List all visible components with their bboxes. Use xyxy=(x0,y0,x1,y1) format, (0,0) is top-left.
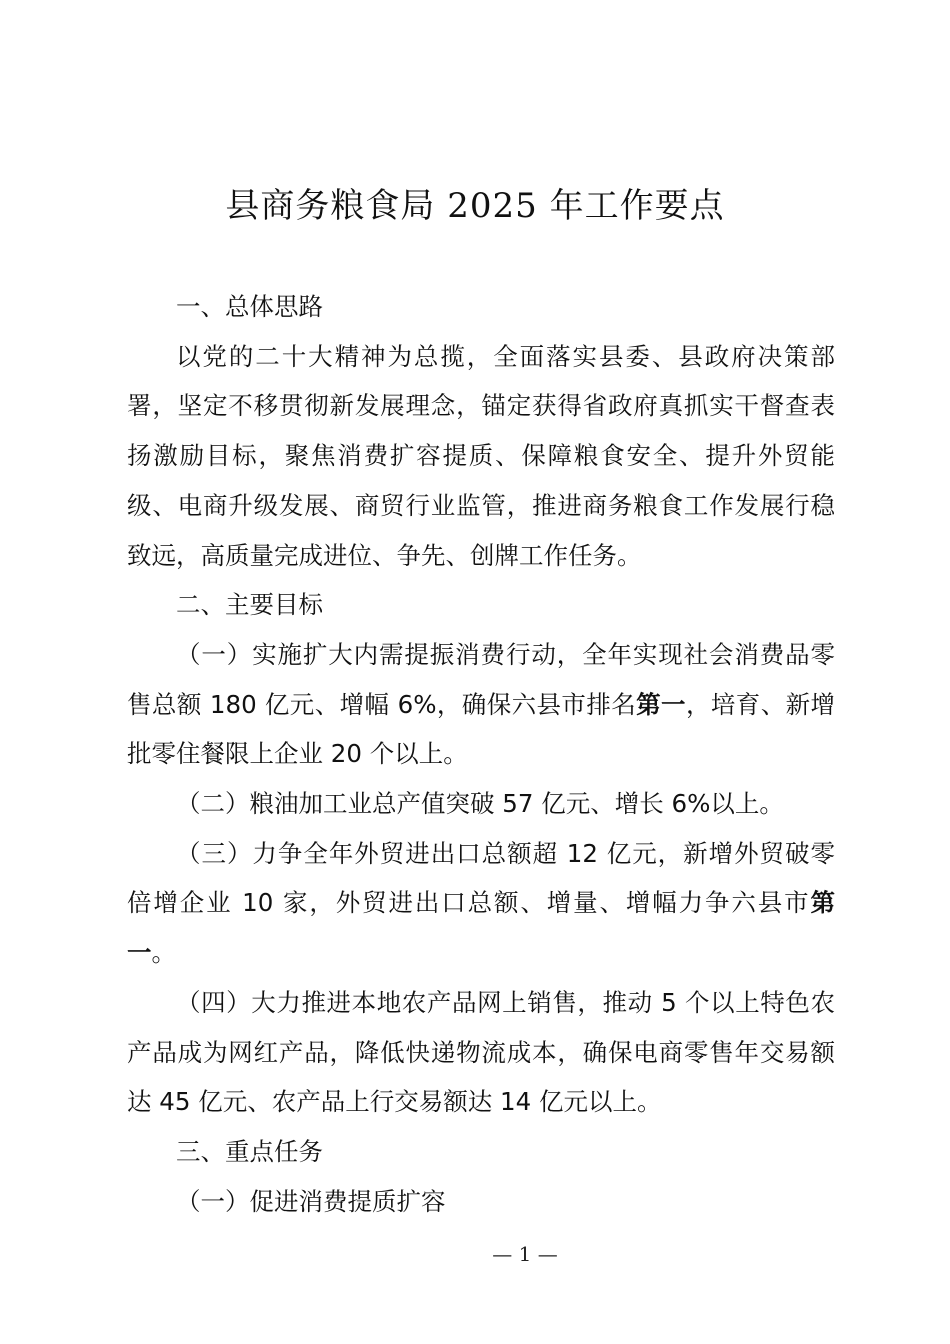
goal-1-text-a: （一）实施扩大内需提振消费行动，全年实现社会消费品零售总额 180 亿元、增幅 6%，确保六县市排名 xyxy=(127,639,835,719)
section-heading-key-tasks: 三、重点任务 xyxy=(176,1136,323,1166)
section-heading-main-goals: 二、主要目标 xyxy=(176,590,323,620)
document-title: 县商务粮食局 2025 年工作要点 xyxy=(225,186,725,226)
key-task-subheading-1: （一）促进消费提质扩容 xyxy=(176,1186,446,1216)
goal-3-emphasis: 第一 xyxy=(127,888,835,968)
document-body xyxy=(127,282,835,1226)
goal-3-paragraph xyxy=(127,829,835,978)
page-number: — 1 — xyxy=(492,1242,558,1266)
overall-approach-paragraph: 以党的二十大精神为总揽，全面落实县委、县政府决策部署，坚定不移贯彻新发展理念，锚定获得省政府真抓实干督查表扬激励目标，聚焦消费扩容提质、保障粮食安全、提升外贸能级、电商升级发展、商贸行业监管，推进商务粮食工作发展行稳致远，高质量完成进位、争先、创牌工作任务。 xyxy=(127,341,835,570)
goal-1-paragraph xyxy=(127,630,835,779)
goal-1-emphasis: 第一 xyxy=(636,689,686,719)
goal-3-text-b: 。 xyxy=(151,938,176,968)
goal-2-paragraph: （二）粮油加工业总产值突破 57 亿元、增长 6%以上。 xyxy=(176,789,784,819)
goal-1-text-b: ，培育、新增批零住餐限上企业 20 个以上。 xyxy=(127,689,836,769)
section-heading-overall-approach: 一、总体思路 xyxy=(176,292,323,321)
goal-3-text-a: （三）力争全年外贸进出口总额超 12 亿元，新增外贸破零倍增企业 10 家，外贸进出口总额、增量、增幅力争六县市 xyxy=(127,838,835,918)
goal-4-paragraph: （四）大力推进本地农产品网上销售，推动 5 个以上特色农产品成为网红产品，降低快递物流成本，确保电商零售年交易额达 45 亿元、农产品上行交易额达 14 亿元以上。 xyxy=(127,987,835,1117)
